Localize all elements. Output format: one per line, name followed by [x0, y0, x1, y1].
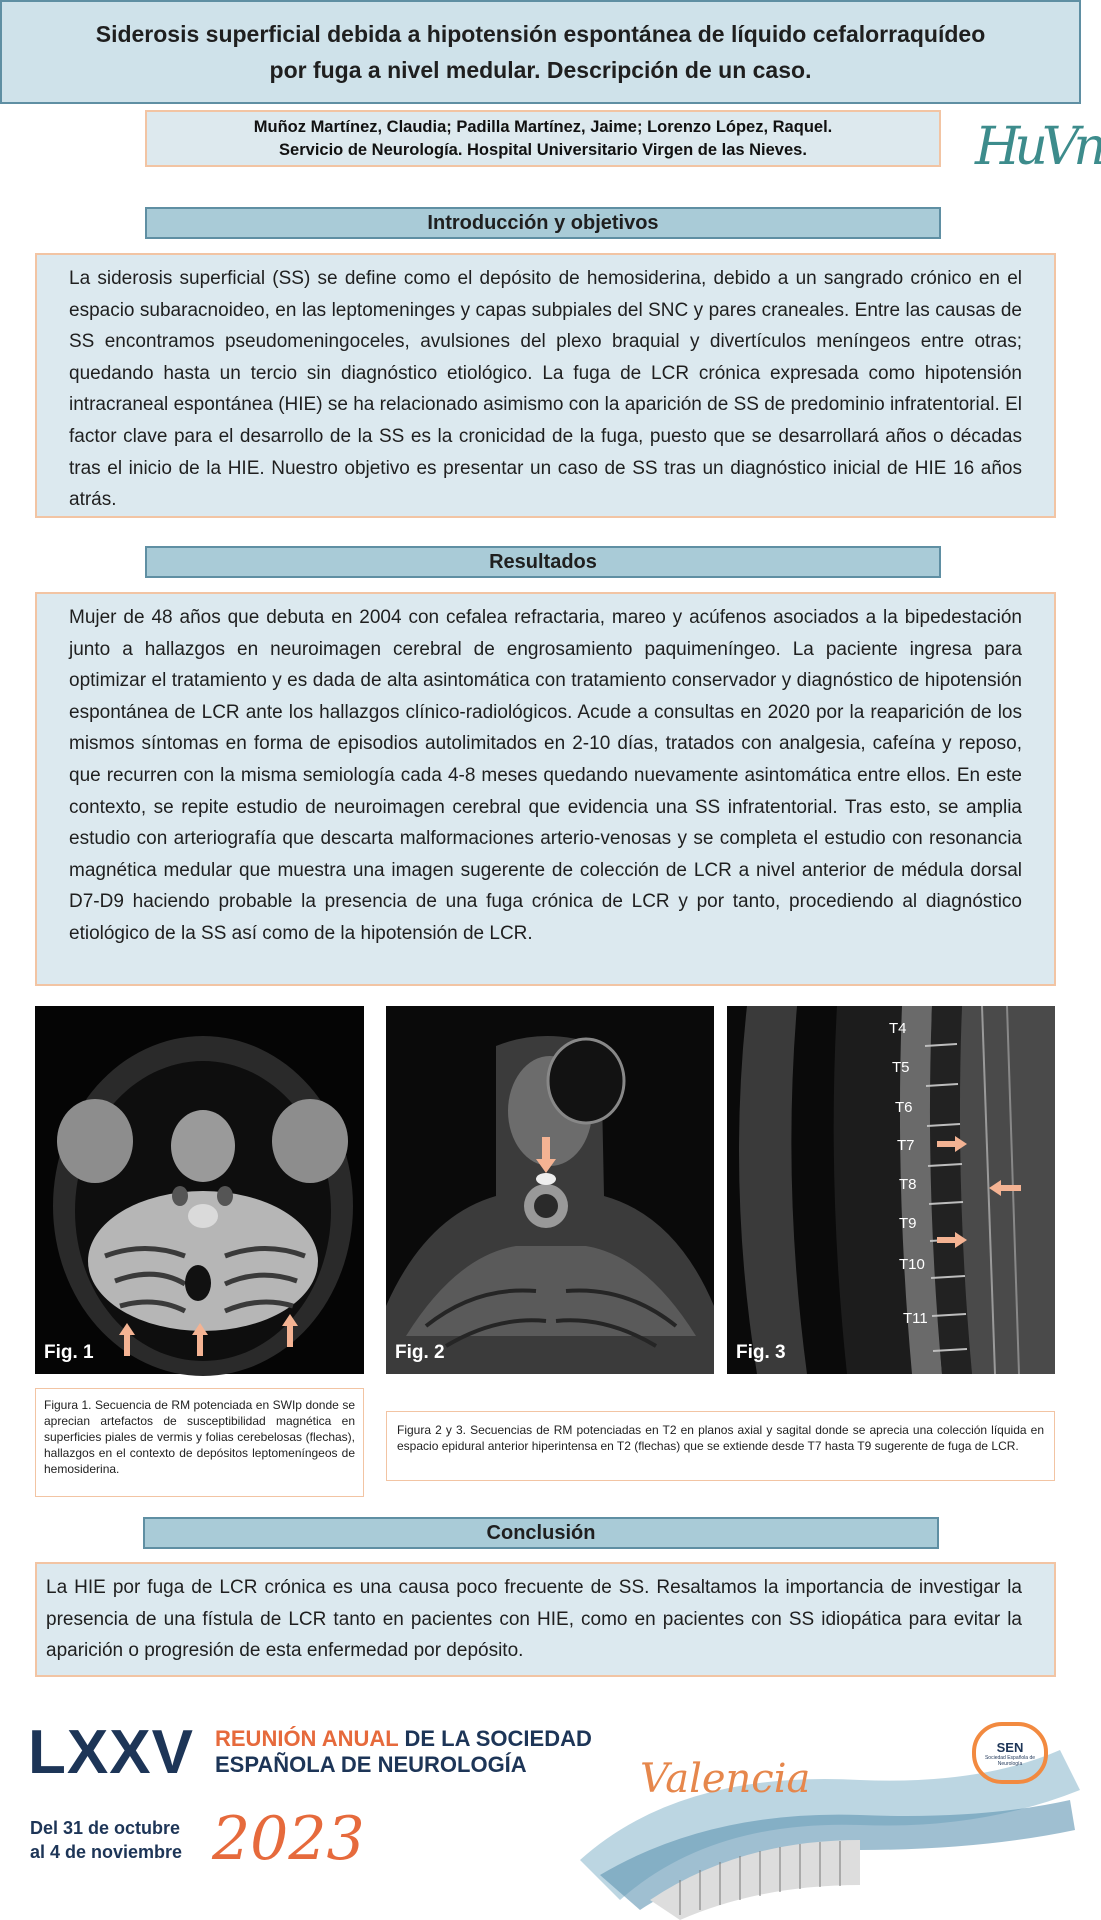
- vertebra-label-t8: T8: [899, 1176, 917, 1193]
- congress-number: LXXV: [28, 1718, 194, 1787]
- hospital-logo: [975, 112, 1101, 182]
- arrow-down-icon: [536, 1137, 556, 1173]
- sen-logo-title: SEN: [996, 1739, 1024, 1755]
- authors-box: [145, 110, 941, 167]
- logo-text: HuVn: [975, 117, 1101, 177]
- congress-dates: [30, 1816, 182, 1864]
- congress-banner: [0, 1700, 1081, 1920]
- vertebra-label-t4: T4: [889, 1020, 907, 1037]
- vertebra-label-t10: T10: [899, 1256, 925, 1273]
- title-line-1: Siderosis superficial debida a hipotensión espontánea de líquido cefalorraquídeo: [95, 21, 986, 47]
- figure-1-arrows: [35, 1006, 364, 1374]
- arrow-right-icon-1: [937, 1136, 967, 1152]
- intro-text: La siderosis superficial (SS) se define como el depósito de hemosiderina, debido a un sangrado crónico en el espacio subaracnoideo, en las leptomeninges y capas subpiales del SNC y pares craneales. Entre las causas de SS encontramos pseudomeningoceles, avulsiones del plexo braquial y divertículos meníngeos entre otras; quedando hasta un tercio sin diagnóstico etiológico. La fuga de LCR crónica expresada como hipotensión intracraneal espontánea (HIE) se ha relacionado asimismo con la aparición de SS de predominio infratentorial. El factor clave para el desarrollo de la SS es la cronicidad de la fuga, puesto que se desarrollará años o décadas tras el inicio de la HIE. Nuestro objetivo es presentar un caso de SS tras un diagnóstico inicial de HIE 16 años atrás.: [35, 253, 1056, 518]
- figure-3-overlays: [727, 1006, 1055, 1374]
- figure-2-label: Fig. 2: [395, 1342, 445, 1363]
- arrow-up-icon-3: [282, 1314, 298, 1347]
- figure-2-image: [386, 1006, 714, 1374]
- congress-name: [215, 1726, 592, 1778]
- author-affiliation: Servicio de Neurología. Hospital Universitario Virgen de las Nieves.: [279, 140, 807, 159]
- congress-name-dark: DE LA SOCIEDAD: [398, 1726, 592, 1751]
- sen-logo-subtitle: Sociedad Española de Neurología: [984, 1754, 1036, 1767]
- vertebra-label-t6: T6: [895, 1099, 913, 1116]
- arrow-up-icon-2: [192, 1323, 208, 1356]
- vertebra-label-t9: T9: [899, 1215, 917, 1232]
- figure-2-arrows: [386, 1006, 714, 1374]
- vertebra-label-t11: T11: [903, 1310, 928, 1327]
- results-text: Mujer de 48 años que debuta en 2004 con cefalea refractaria, mareo y acúfenos asociados a la bipedestación junto a hallazgos en neuroimagen cerebral de engrosamiento paquimeníngeo. La paciente ingresa para optimizar el tratamiento y es dada de alta asintomática con tratamiento conservador y diagnóstico de hipotensión espontánea de LCR ante los hallazgos clínico-radiológicos. Acude a consultas en 2020 por la reaparición de los mismos síntomas en forma de episodios autolimitados en 2-10 días, tratados con analgesia, cafeína y reposo, que recurren con la misma semiología cada 4-8 meses quedando nuevamente asintomática entre ellos. En este contexto, se repite estudio de neuroimagen cerebral que evidencia una SS infratentorial. Tras esto, se amplia estudio con arteriografía que descarta malformaciones arterio-venosas y se completa el estudio con resonancia magnética medular que muestra una imagen sugerente de colección de LCR a nivel anterior de médula dorsal D7-D9 haciendo probable la presencia de una fuga crónica de LCR y por tanto, procediendo al diagnóstico etiológico de la SS así como de la hipotensión de LCR.: [35, 592, 1056, 986]
- figure-1-caption: Figura 1. Secuencia de RM potenciada en SWIp donde se aprecian artefactos de susceptibilidad magnética en superficies piales de vermis y folias cerebelosas (flechas), hallazgos en el contexto de depósitos leptomeníngeos de hemosiderina.: [35, 1388, 364, 1497]
- vertebra-label-t7: T7: [897, 1137, 915, 1154]
- arrow-up-icon-1: [119, 1323, 135, 1356]
- congress-name-orange: REUNIÓN ANUAL: [215, 1726, 399, 1751]
- congress-city: Valencia: [640, 1756, 811, 1802]
- sen-logo: [972, 1722, 1048, 1784]
- poster-title: [0, 0, 1081, 104]
- results-header: Resultados: [145, 546, 941, 578]
- congress-dates-line-1: Del 31 de octubre: [30, 1818, 181, 1838]
- author-names: Muñoz Martínez, Claudia; Padilla Martínez, Jaime; Lorenzo López, Raquel.: [253, 117, 833, 136]
- vertebra-labels: [889, 1020, 928, 1327]
- vertebra-label-t5: T5: [892, 1059, 910, 1076]
- figure-3-image: [727, 1006, 1055, 1374]
- figure-1-image: [35, 1006, 364, 1374]
- title-line-2: por fuga a nivel medular. Descripción de un caso.: [269, 57, 812, 83]
- arrow-right-icon-2: [937, 1232, 967, 1248]
- figure-3-label: Fig. 3: [736, 1342, 786, 1363]
- congress-year: 2023: [212, 1804, 365, 1874]
- figure-1-label: Fig. 1: [44, 1342, 94, 1363]
- intro-header: Introducción y objetivos: [145, 207, 941, 239]
- figure-2-3-caption: Figura 2 y 3. Secuencias de RM potenciadas en T2 en planos axial y sagital donde se aprecia una colección líquida en espacio epidural anterior hiperintensa en T2 (flechas) que se extiende desde T7 hasta T9 sugerente de fuga de LCR.: [386, 1411, 1055, 1481]
- conclusion-text: La HIE por fuga de LCR crónica es una causa poco frecuente de SS. Resaltamos la importancia de investigar la presencia de una fístula de LCR tanto en pacientes con HIE, como en pacientes con SS idiopática para evitar la aparición o progresión de esta enfermedad por depósito.: [35, 1562, 1056, 1677]
- arrow-left-icon: [989, 1180, 1021, 1196]
- conclusion-header: Conclusión: [143, 1517, 939, 1549]
- congress-dates-line-2: al 4 de noviembre: [30, 1842, 183, 1862]
- congress-name-line-2: ESPAÑOLA DE NEUROLOGÍA: [215, 1752, 527, 1777]
